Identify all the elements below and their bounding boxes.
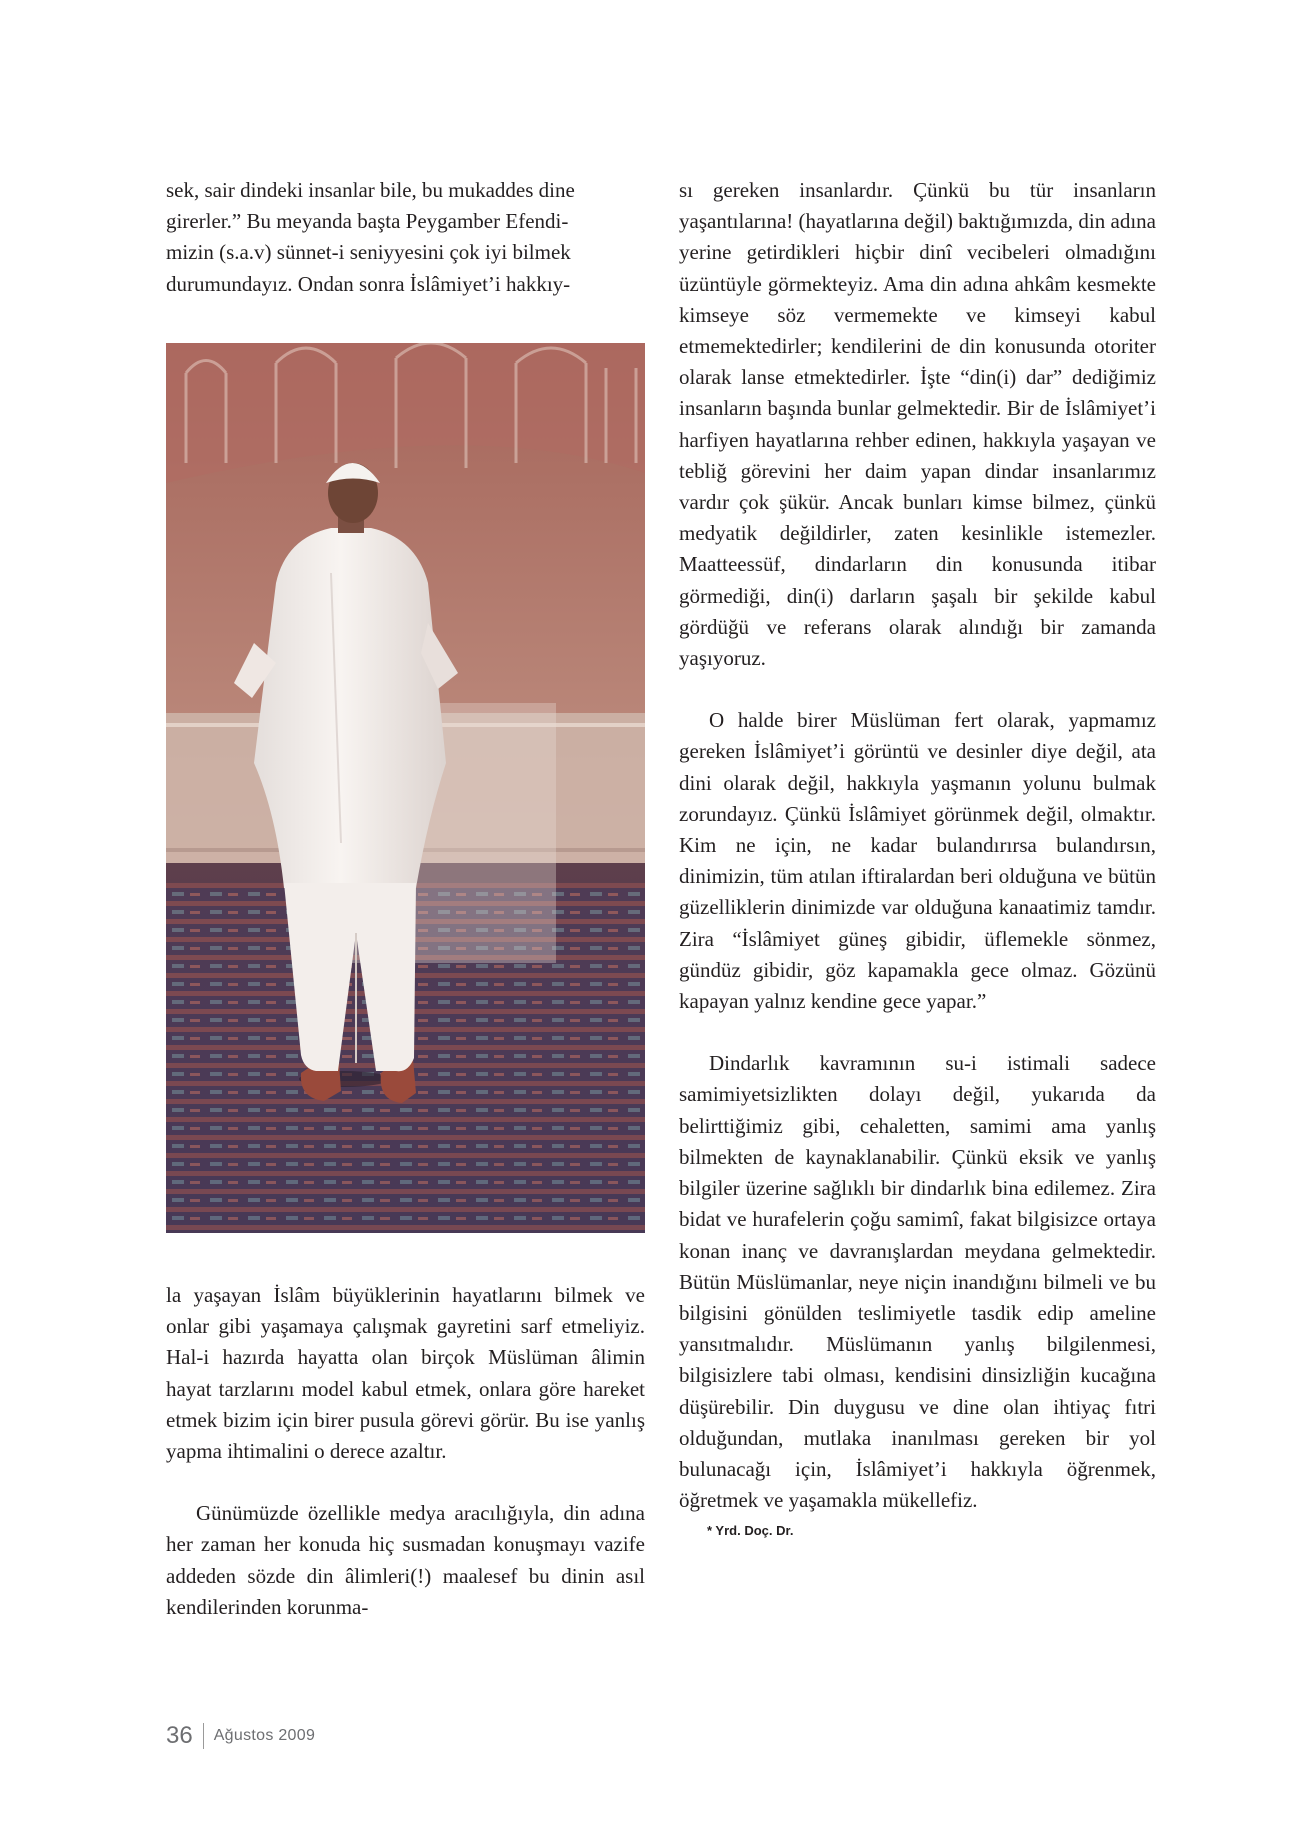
left-column-top	[166, 175, 645, 300]
footer-divider	[203, 1723, 204, 1749]
paragraph: O halde birer Müslüman fert olarak, yapmamız gereken İslâmiyet’i görüntü ve desinler diye değil, ata dini olarak değil, hakkıyla yaşmanın yolunu bulmak zorundayız. Çünkü İslâmiyet görünmek değil, olmaktır. Kim ne için, ne kadar bulandırırsa bulandırsın, dinimizin, tüm atılan iftiralardan beri olduğuna ve bütün güzelliklerin dinimizde var olduğuna kanaatimiz tamdır. Zira “İslâmiyet güneş gibidir, üflemekle sönmez, gündüz gibidir, göz kapamakla gece olmaz. Gözünü kapayan yalnız kendine gece yapar.”	[679, 708, 1156, 1014]
page-footer	[166, 1722, 315, 1750]
paragraph: Dindarlık kavramının su-i istimali sadece samimiyetsizlikten dolayı değil, yukarıda da belirttiğimiz gibi, cehaletten, samimi ama yanlış bilmekten de kaynaklanabilir. Çünkü eksik ve yanlış bilgiler üzerine sağlıklı bir dindarlık bina edilemez. Zira bidat ve hurafelerin çoğu samimî, fakat bilgisizce ortaya konan inanç ve davranışlardan meydana gelmektedir. Bütün Müslümanlar, neye niçin inandığını bilmeli ve bu bilgisini gönülden teslimiyetle tasdik edip ameline yansıtmalıdır. Müslümanın yanlış bilgilenmesi, bilgisizlere tabi olması, kendisini dinsizliğin kucağına düşürebilir. Din duygusu ve dine olan ihtiyaç fıtri olduğundan, mutlaka inanılması gereken bir yol bulunacağı için, İslâmiyet’i hakkıyla öğrenmek, öğretmek ve yaşamakla mükellefiz.	[679, 1051, 1156, 1513]
mosque-prayer-photo	[166, 343, 645, 1233]
author-footnote: * Yrd. Doç. Dr.	[707, 1523, 794, 1539]
text-line: durumundayız. Ondan sonra İslâmiyet’i hakkıy-	[166, 271, 571, 296]
text-line: mizin (s.a.v) sünnet-i seniyyesini çok iyi bilmek	[166, 240, 571, 265]
paragraph: sı gereken insanlardır. Çünkü bu tür insanların yaşantılarına! (hayatlarına değil) baktığımızda, din adına yerine getirdikleri hiçbir dinî vecibeleri olmadığını üzüntüyle görmekteyiz. Ama din adına ahkâm kesmekte kimseye söz vermemekte ve kimseyi kabul etmemektedirler; kendilerini de din konusunda otoriter olarak lanse etmektedirler. İşte “din(i) dar” dediğimiz insanların başında bunlar gelmektedir. Bir de İslâmiyet’i harfiyen hayatlarına rehber edinen, hakkıyla yaşayan ve tebliğ görevini her daim yapan dindar insanlarımız vardır çok şükür. Ancak bunları kimse bilmez, çünkü medyatik değildirler, zaten kesinlikle istemezler. Maatteessüf, dindarların din konusunda itibar görmediği, din(i) darların şaşalı bir şekilde kabul gördüğü ve referans olarak alındığı bir zamanda yaşıyoruz.	[679, 178, 1156, 671]
photo-illustration	[166, 343, 645, 1233]
left-column-bottom	[166, 1280, 645, 1623]
issue-date: Ağustos 2009	[213, 1727, 316, 1744]
text-line: sek, sair dindeki insanlar bile, bu mukaddes dine	[166, 178, 575, 202]
paragraph: Günümüzde özellikle medya aracılığıyla, din adına her zaman her konuda hiç susmadan konuşmayı vazife addeden sözde din âlimleri(!) maalesef bu dinin asıl kendilerinden korunma-	[166, 1501, 645, 1619]
right-column	[679, 175, 1156, 1540]
paragraph: la yaşayan İslâm büyüklerinin hayatlarını bilmek ve onlar gibi yaşamaya çalışmak gayretini sarf etmeliyiz. Hal-i hazırda hayatta olan birçok Müslüman âlimin hayat tarzlarını model kabul etmek, onlara göre hareket etmek bizim için birer pusula görevi görür. Bu ise yanlış yapma ihtimalini o derece azaltır.	[166, 1283, 645, 1464]
page-number: 36	[166, 1722, 193, 1749]
text-line: girerler.” Bu meyanda başta Peygamber Efendi-	[166, 209, 569, 234]
